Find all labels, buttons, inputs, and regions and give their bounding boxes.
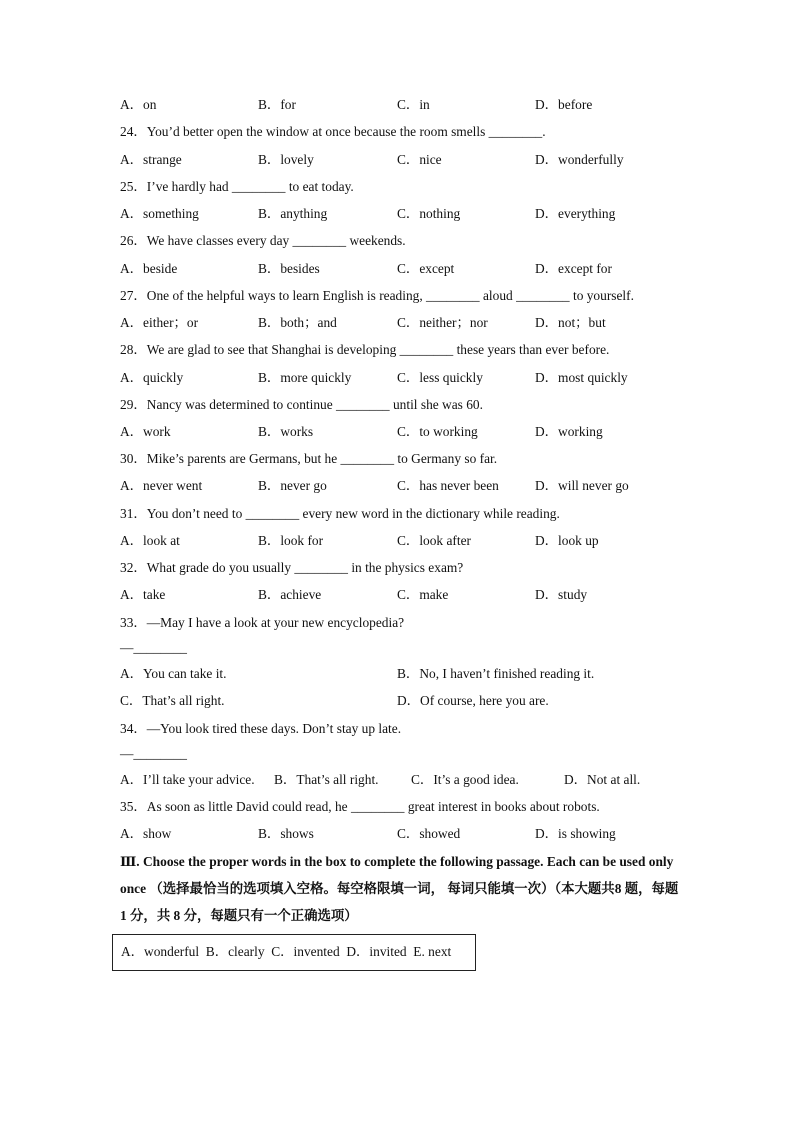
option-27-d[interactable]: D．not；but bbox=[535, 315, 606, 330]
option-30-b[interactable]: B．never go bbox=[258, 478, 327, 493]
option-28-b[interactable]: B．more quickly bbox=[258, 370, 352, 385]
question-34-stem: 34．—You look tired these days. Don’t stay up late. bbox=[120, 721, 402, 736]
question-29-stem: 29．Nancy was determined to continue ________ until she was 60. bbox=[120, 397, 483, 412]
option-33-d[interactable]: D．Of course, here you are. bbox=[397, 693, 549, 708]
option-25-d[interactable]: D．everything bbox=[535, 206, 616, 221]
word-box-options: A．wonderful B．clearly C．invented D．invited E. next bbox=[121, 944, 452, 959]
option-31-a[interactable]: A．look at bbox=[120, 533, 180, 548]
option-32-b[interactable]: B．achieve bbox=[258, 587, 322, 602]
option-23-d[interactable]: D．before bbox=[535, 97, 593, 112]
option-28-d[interactable]: D．most quickly bbox=[535, 370, 628, 385]
option-35-c[interactable]: C．showed bbox=[397, 826, 461, 841]
option-30-d[interactable]: D．will never go bbox=[535, 478, 629, 493]
question-32-stem: 32．What grade do you usually ________ in the physics exam? bbox=[120, 560, 464, 575]
question-28-stem: 28．We are glad to see that Shanghai is developing ________ these years than ever before. bbox=[120, 342, 610, 357]
option-26-b[interactable]: B．besides bbox=[258, 261, 320, 276]
option-25-c[interactable]: C．nothing bbox=[397, 206, 461, 221]
option-34-b[interactable]: B．That’s all right. bbox=[274, 772, 379, 787]
option-26-a[interactable]: A．beside bbox=[120, 261, 178, 276]
question-35-stem: 35．As soon as little David could read, he ________ great interest in books about robots. bbox=[120, 799, 600, 814]
option-33-c[interactable]: C．That’s all right. bbox=[120, 693, 225, 708]
option-24-b[interactable]: B．lovely bbox=[258, 152, 314, 167]
section-3-title: Ⅲ. Choose the proper words in the box to complete the following passage. Each can be used only once （选择最恰当的选项填入空格。每空格限填一词， 每词只能填一次）（本大题共8 题，每题 1 分，共 8 分，每题只有一个正确选项） bbox=[120, 854, 679, 923]
option-33-a[interactable]: A．You can take it. bbox=[120, 666, 227, 681]
option-30-a[interactable]: A．never went bbox=[120, 478, 203, 493]
option-23-c[interactable]: C．in bbox=[397, 97, 430, 112]
option-25-b[interactable]: B．anything bbox=[258, 206, 328, 221]
question-30-stem: 30．Mike’s parents are Germans, but he ________ to Germany so far. bbox=[120, 451, 498, 466]
option-26-c[interactable]: C．except bbox=[397, 261, 455, 276]
option-28-c[interactable]: C．less quickly bbox=[397, 370, 483, 385]
option-31-c[interactable]: C．look after bbox=[397, 533, 472, 548]
option-23-a[interactable]: A．on bbox=[120, 97, 157, 112]
question-31-stem: 31．You don’t need to ________ every new word in the dictionary while reading. bbox=[120, 506, 560, 521]
option-26-d[interactable]: D．except for bbox=[535, 261, 612, 276]
option-35-b[interactable]: B．shows bbox=[258, 826, 314, 841]
question-33-stem: 33．—May I have a look at your new encyclopedia? bbox=[120, 615, 405, 630]
question-34-answer-blank: —________ bbox=[120, 746, 187, 761]
question-26-stem: 26．We have classes every day ________ weekends. bbox=[120, 233, 406, 248]
option-35-a[interactable]: A．show bbox=[120, 826, 172, 841]
option-35-d[interactable]: D．is showing bbox=[535, 826, 616, 841]
option-29-d[interactable]: D．working bbox=[535, 424, 603, 439]
option-27-b[interactable]: B．both；and bbox=[258, 315, 337, 330]
option-25-a[interactable]: A．something bbox=[120, 206, 199, 221]
option-34-d[interactable]: D．Not at all. bbox=[564, 772, 641, 787]
question-24-stem: 24．You’d better open the window at once because the room smells ________. bbox=[120, 124, 546, 139]
option-34-a[interactable]: A．I’ll take your advice. bbox=[120, 772, 255, 787]
option-31-d[interactable]: D．look up bbox=[535, 533, 599, 548]
option-30-c[interactable]: C．has never been bbox=[397, 478, 499, 493]
option-32-c[interactable]: C．make bbox=[397, 587, 449, 602]
option-33-b[interactable]: B．No, I haven’t finished reading it. bbox=[397, 666, 595, 681]
option-32-d[interactable]: D．study bbox=[535, 587, 588, 602]
option-27-c[interactable]: C．neither；nor bbox=[397, 315, 488, 330]
option-29-c[interactable]: C．to working bbox=[397, 424, 478, 439]
question-25-stem: 25．I’ve hardly had ________ to eat today. bbox=[120, 179, 354, 194]
word-box bbox=[112, 934, 476, 971]
question-27-stem: 27．One of the helpful ways to learn English is reading, ________ aloud ________ to yourself. bbox=[120, 288, 634, 303]
option-24-a[interactable]: A．strange bbox=[120, 152, 182, 167]
option-24-d[interactable]: D．wonderfully bbox=[535, 152, 624, 167]
option-24-c[interactable]: C．nice bbox=[397, 152, 442, 167]
option-29-b[interactable]: B．works bbox=[258, 424, 314, 439]
option-28-a[interactable]: A．quickly bbox=[120, 370, 184, 385]
option-34-c[interactable]: C．It’s a good idea. bbox=[411, 772, 519, 787]
question-33-answer-blank: —________ bbox=[120, 640, 187, 655]
option-31-b[interactable]: B．look for bbox=[258, 533, 324, 548]
option-27-a[interactable]: A．either；or bbox=[120, 315, 199, 330]
option-23-b[interactable]: B．for bbox=[258, 97, 296, 112]
option-32-a[interactable]: A．take bbox=[120, 587, 166, 602]
option-29-a[interactable]: A．work bbox=[120, 424, 171, 439]
